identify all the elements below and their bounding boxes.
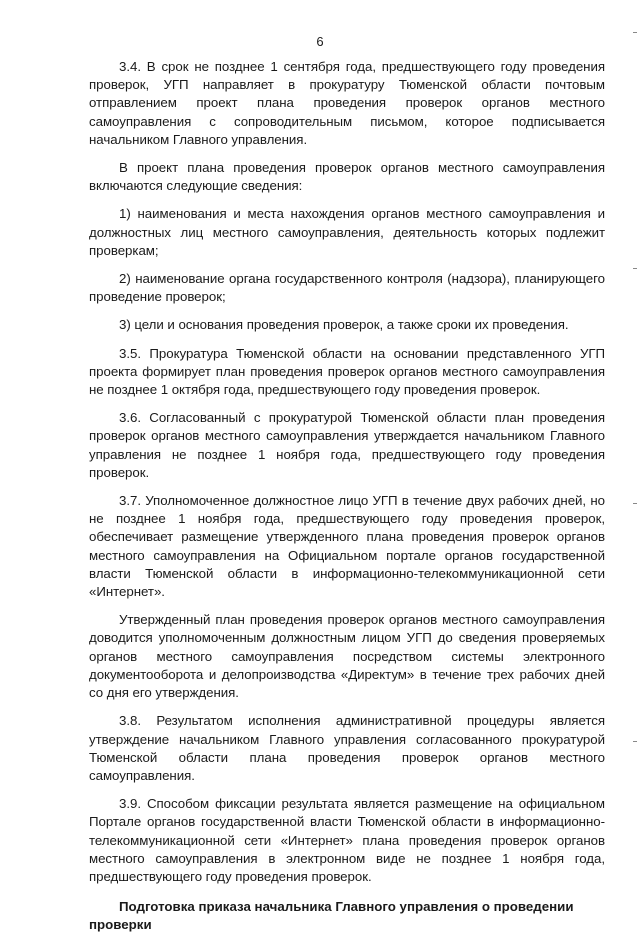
page-number: 6 (316, 34, 324, 49)
paragraph-3-5: 3.5. Прокуратура Тюменской области на основании представленного УГП проекта формирует план проведения проверок органов местного самоуправления не позднее 1 октября года, предшествующего году проведения проверок. (89, 345, 605, 398)
paragraph-plan-contents: В проект плана проведения проверок органов местного самоуправления включаются следующие сведения: (89, 160, 605, 194)
scan-edge-mark (633, 503, 637, 504)
paragraph-3-9: 3.9. Способом фиксации результата является размещение на официальном Портале органов государственной власти Тюменской области в информационно-телекоммуникационной сети «Интернет» плана проведения проверок органов местного самоуправления в электронном виде не позднее 1 ноября года, предшествующего году проведения проверок. (89, 796, 605, 884)
scan-edge-mark (633, 32, 637, 33)
section-heading: Подготовка приказа начальника Главного управления о проведении проверки (89, 899, 574, 933)
scan-edge-mark (633, 741, 637, 742)
document-body (89, 58, 605, 934)
list-item-1: 1) наименования и места нахождения органов местного самоуправления и должностных лиц местного самоуправления, деятельность которых подлежит проверкам; (89, 206, 605, 258)
list-item-3: 3) цели и основания проведения проверок, а также сроки их проведения. (119, 317, 569, 333)
paragraph-3-7: 3.7. Уполномоченное должностное лицо УГП в течение двух рабочих дней, но не позднее 1 ноября года, предшествующего году проведения проверок, обеспечивает размещение утвержденного плана проведения проверок органов местного самоуправления на Официальном портале органов государственной власти Тюменской области в информационно-телекоммуникационной сети «Интернет». (89, 493, 605, 600)
paragraph-approved-plan: Утвержденный план проведения проверок органов местного самоуправления доводится уполномоченным должностным лицом УГП до сведения проверяемых органов местного самоуправления посредством системы электронного документооборота и делопроизводства «Директум» в течение трех рабочих дней со дня его утверждения. (89, 612, 605, 701)
list-item-2: 2) наименование органа государственного контроля (надзора), планирующего проведение проверок; (89, 271, 605, 305)
paragraph-3-4: 3.4. В срок не позднее 1 сентября года, предшествующего году проведения проверок, УГП направляет в прокуратуру Тюменской области почтовым отправлением проект плана проведения проверок органов местного самоуправления с сопроводительным письмом, которое подписывается начальником Главного управления. (89, 59, 605, 147)
paragraph-3-6: 3.6. Согласованный с прокуратурой Тюменской области план проведения проверок органов местного самоуправления утверждается начальником Главного управления не позднее 1 ноября года, предшествующего году проведения проверок. (89, 410, 605, 480)
paragraph-3-8: 3.8. Результатом исполнения административной процедуры является утверждение начальником Главного управления согласованного прокуратурой Тюменской области плана проведения проверок органов местного самоуправления. (89, 713, 605, 783)
scan-edge-mark (633, 268, 637, 269)
